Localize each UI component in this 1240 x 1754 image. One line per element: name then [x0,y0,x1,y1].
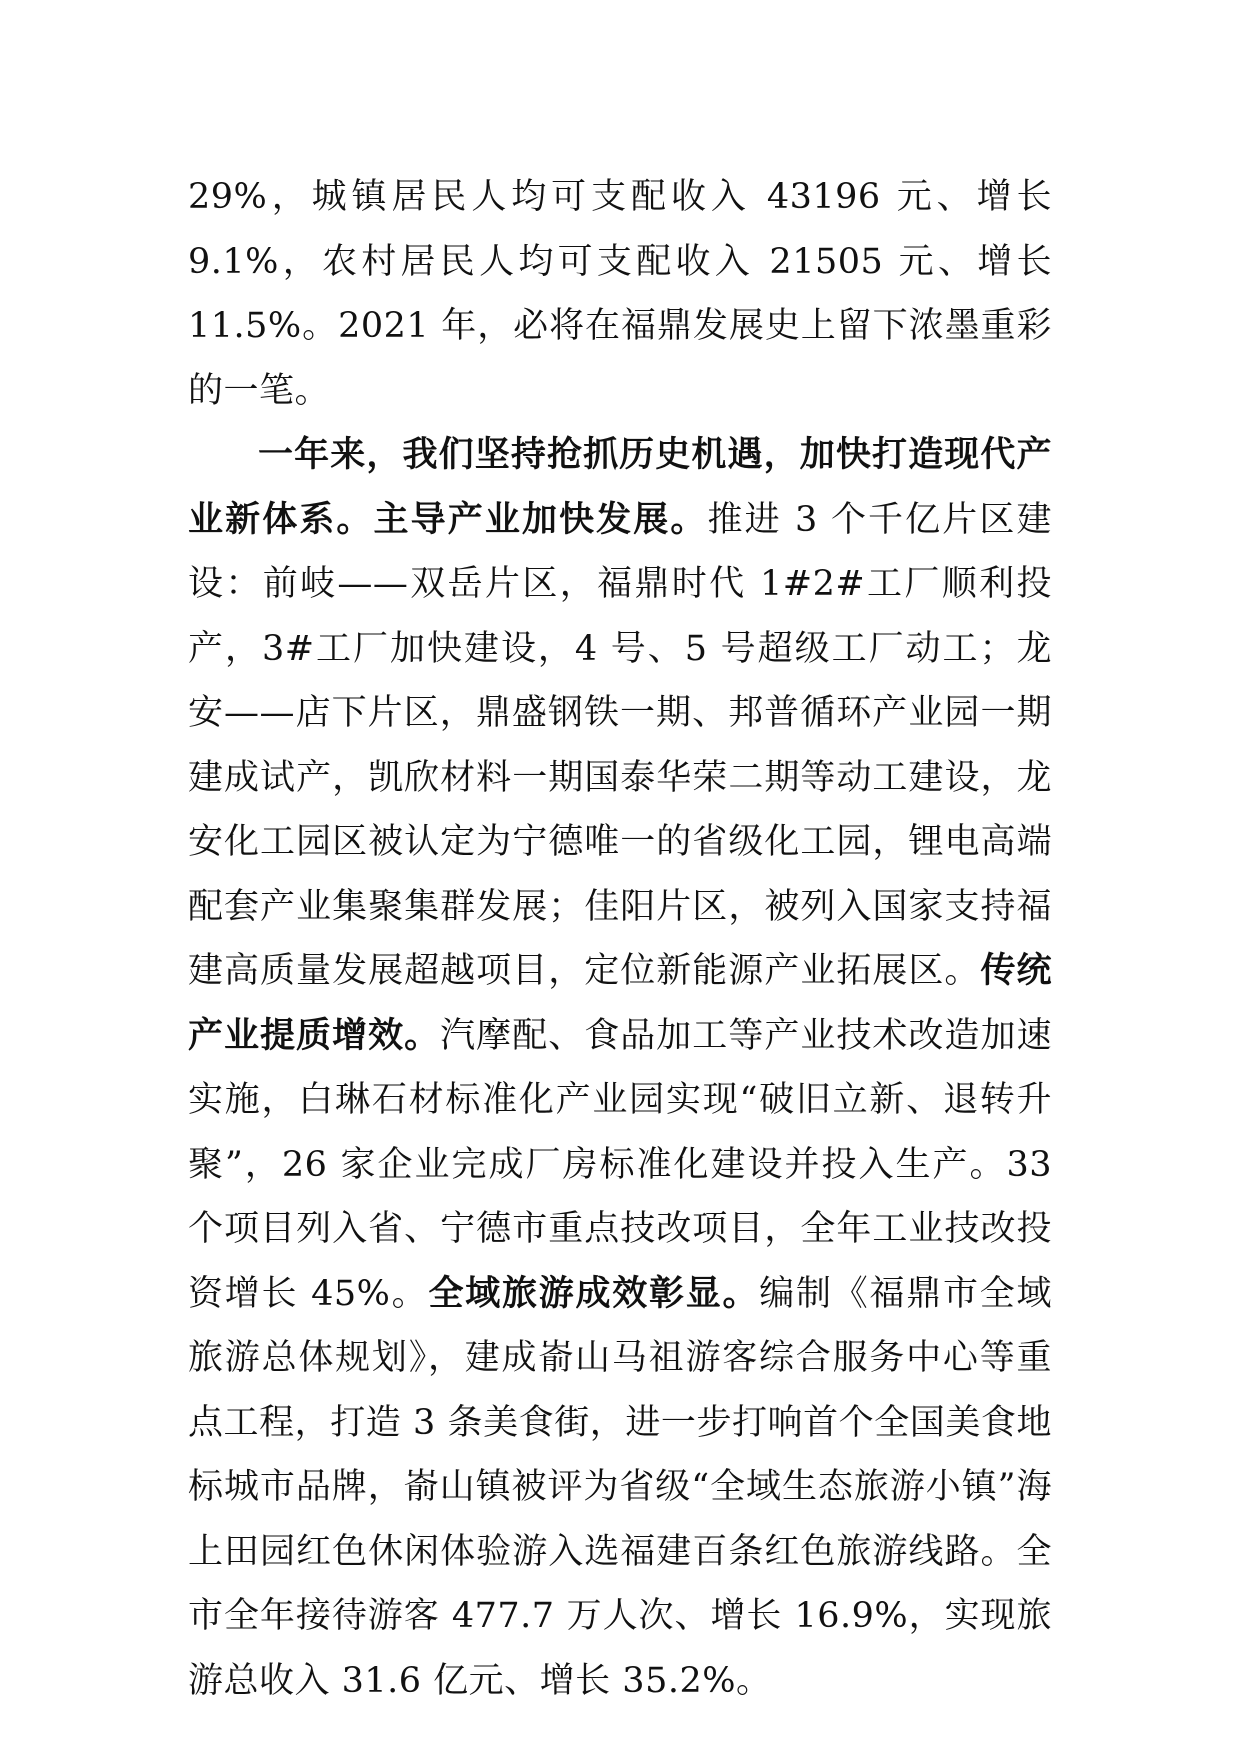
text-run: 编制《福鼎市全域旅游总体规划》，建成嵛山马祖游客综合服务中心等重点工程，打造 3 条美食街，进一步打响首个全国美食地标城市品牌，嵛山镇被评为省级“全域生态旅游小镇”海上田园红色休闲体验游入选福建百条红色旅游线路。全市全年接待游客 477.7 万人次、增长 16.9%，实现旅游总收入 31.6 亿元、增长 35.2%。 [188,1273,1052,1701]
paragraph-income-summary [188,165,1052,423]
text-run: 汽摩配、食品加工等产业技术改造加速实施，白琳石材标准化产业园实现“破旧立新、退转升聚”，26 家企业完成厂房标准化建设并投入生产。33 个项目列入省、宁德市重点技改项目，全年工业技改投资增长 45%。 [188,1015,1052,1314]
paragraph-industry-development [188,423,1052,1713]
subheading-traditional-industry: 传统产业提质增效。 [188,951,1052,1056]
text-run: 29%，城镇居民人均可支配收入 43196 元、增长 9.1%，农村居民人均可支配收入 21505 元、增长 11.5%。2021 年，必将在福鼎发展史上留下浓墨重彩的一笔。 [188,177,1052,411]
document-page [188,165,1052,1713]
subheading-tourism: 全域旅游成效彰显。 [428,1273,760,1314]
subheading-leading-industry: 主导产业加快发展。 [373,499,708,540]
text-run: 推进 3 个千亿片区建设：前岐——双岳片区，福鼎时代 1#2#工厂顺利投产，3#工厂加快建设，4 号、5 号超级工厂动工；龙安——店下片区，鼎盛钢铁一期、邦普循环产业园一期建成试产，凯欣材料一期国泰华荣二期等动工建设，龙安化工园区被认定为宁德唯一的省级化工园，锂电高端配套产业集聚集群发展；佳阳片区，被列入国家支持福建高质量发展超越项目，定位新能源产业拓展区。 [188,499,1052,991]
section-heading: 一年来，我们坚持抢抓历史机遇，加快打造现代产业新体系。 [188,435,1052,540]
